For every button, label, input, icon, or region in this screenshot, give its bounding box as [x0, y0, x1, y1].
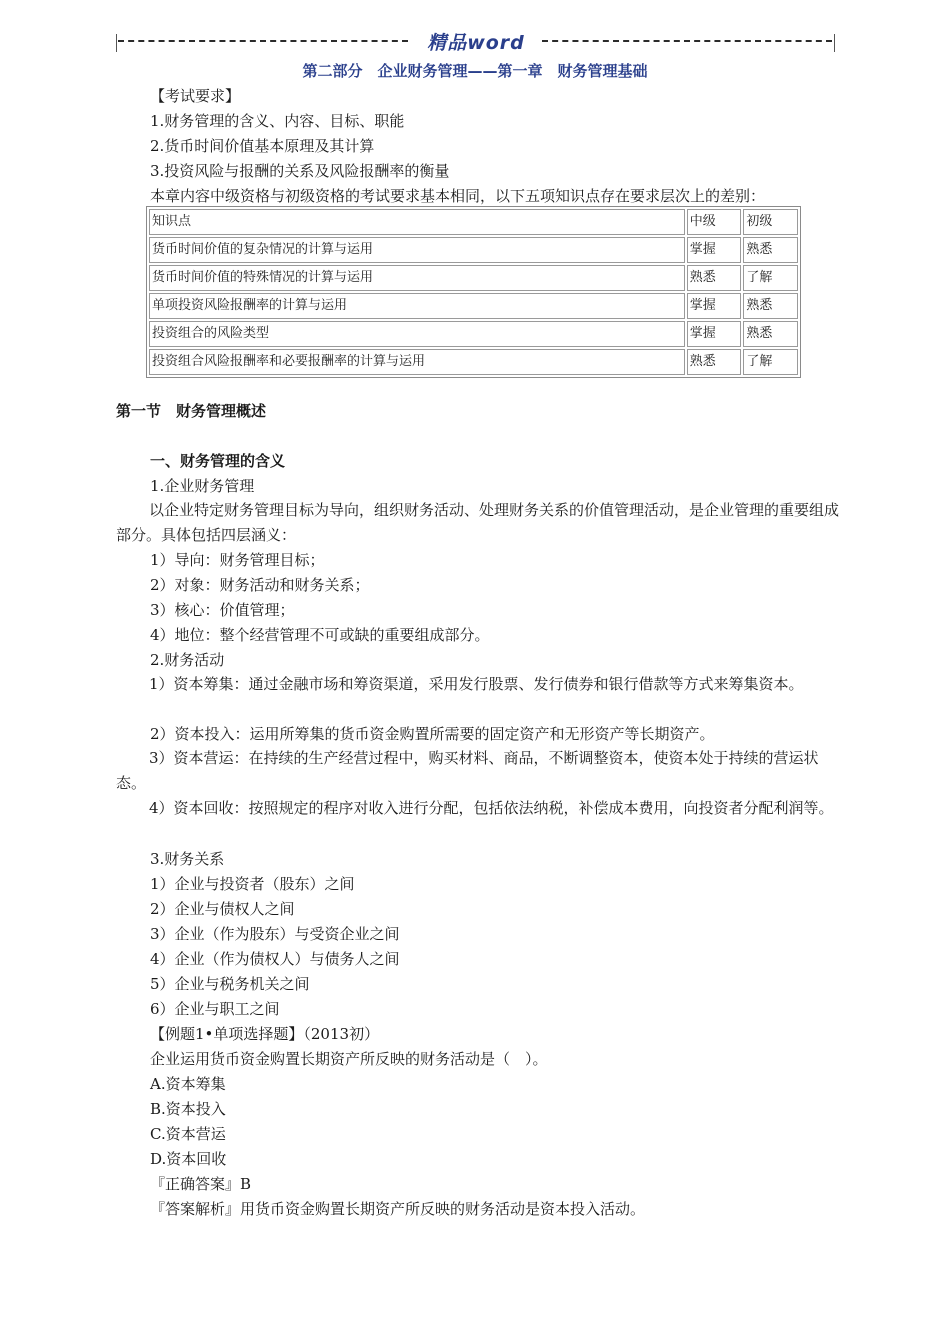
table-row [149, 237, 798, 263]
page-header [118, 28, 832, 52]
table-cell: 了解 [743, 265, 798, 291]
table-row [149, 349, 798, 375]
exam-requirements-note: 本章内容中级资格与初级资格的考试要求基本相同，以下五项知识点存在要求层次上的差别： [150, 187, 766, 205]
example-option: C.资本营运 [150, 1125, 226, 1143]
paragraph: 以企业特定财务管理目标为导向，组织财务活动、处理财务关系的价值管理活动，是企业管理的重要组成部分。具体包括四层涵义： [116, 501, 840, 544]
table-header-cell: 初级 [743, 209, 798, 235]
exam-requirement-item: 2.货币时间价值基本原理及其计算 [150, 137, 375, 155]
part-title: 2.财务活动 [150, 651, 225, 669]
table-cell: 熟悉 [743, 293, 798, 319]
table-cell: 熟悉 [687, 265, 742, 291]
list-item: 3）企业（作为股东）与受资企业之间 [150, 925, 400, 943]
example-analysis: 『答案解析』用货币资金购置长期资产所反映的财务活动是资本投入活动。 [150, 1200, 646, 1218]
list-item: 5）企业与税务机关之间 [150, 975, 310, 993]
part-title: 3.财务关系 [150, 850, 225, 868]
table-header-cell: 知识点 [149, 209, 685, 235]
example-heading: 【例题1•单项选择题】（2013初） [150, 1025, 380, 1043]
exam-requirement-item: 3.投资风险与报酬的关系及风险报酬率的衡量 [150, 162, 450, 180]
list-item: 1）导向：财务管理目标； [150, 551, 325, 569]
table-cell: 货币时间价值的特殊情况的计算与运用 [149, 265, 685, 291]
table-cell: 投资组合的风险类型 [149, 321, 685, 347]
part-title: 1.企业财务管理 [150, 477, 255, 495]
exam-requirement-item: 1.财务管理的含义、内容、目标、职能 [150, 112, 405, 130]
table-cell: 掌握 [687, 237, 742, 263]
list-item: 1）企业与投资者（股东）之间 [150, 875, 355, 893]
chapter-title: 第二部分 企业财务管理——第一章 财务管理基础 [302, 62, 648, 80]
table-row [149, 265, 798, 291]
table-cell: 熟悉 [743, 321, 798, 347]
list-item: 2）资本投入：运用所筹集的货币资金购置所需要的固定资产和无形资产等长期资产。 [150, 725, 715, 743]
example-answer: 『正确答案』B [150, 1175, 252, 1193]
example-option: A.资本筹集 [150, 1075, 226, 1093]
header-dashed-rule-right [542, 40, 832, 42]
list-item: 4）地位：整个经营管理不可或缺的重要组成部分。 [150, 626, 490, 644]
list-item: 2）企业与债权人之间 [150, 900, 295, 918]
table-header-cell: 中级 [687, 209, 742, 235]
example-option: D.资本回收 [150, 1150, 227, 1168]
table-row [149, 321, 798, 347]
paragraph: 3）资本营运：在持续的生产经营过程中，购买材料、商品，不断调整资本，使资本处于持续的营运状态。 [116, 749, 819, 792]
table-row [149, 293, 798, 319]
section-heading: 第一节 财务管理概述 [116, 402, 267, 420]
list-item: 4）企业（作为债权人）与债务人之间 [150, 950, 400, 968]
example-option: B.资本投入 [150, 1100, 226, 1118]
table-cell: 掌握 [687, 321, 742, 347]
example-question: 企业运用货币资金购置长期资产所反映的财务活动是（ ）。 [150, 1050, 548, 1068]
list-item: 2）对象：财务活动和财务关系； [150, 576, 370, 594]
exam-requirements-heading: 【考试要求】 [150, 87, 241, 105]
paragraph: 4）资本回收：按照规定的程序对收入进行分配，包括依法纳税，补偿成本费用，向投资者分配利润等。 [149, 799, 834, 817]
table-cell: 投资组合风险报酬率和必要报酬率的计算与运用 [149, 349, 685, 375]
table-cell: 掌握 [687, 293, 742, 319]
table-cell: 货币时间价值的复杂情况的计算与运用 [149, 237, 685, 263]
list-item: 6）企业与职工之间 [150, 1000, 280, 1018]
table-header-row [149, 209, 798, 235]
header-corner-mark-left [116, 34, 117, 52]
table-cell: 熟悉 [687, 349, 742, 375]
header-dashed-rule-left [118, 40, 408, 42]
paragraph: 1）资本筹集：通过金融市场和筹资渠道，采用发行股票、发行债券和银行借款等方式来筹集资本。 [149, 675, 804, 693]
header-corner-mark-right [834, 34, 835, 52]
table-cell: 熟悉 [743, 237, 798, 263]
header-logo: 精品word [427, 32, 525, 54]
list-item: 3）核心：价值管理； [150, 601, 295, 619]
knowledge-point-table [146, 206, 801, 378]
table-cell: 了解 [743, 349, 798, 375]
table-cell: 单项投资风险报酬率的计算与运用 [149, 293, 685, 319]
sub-heading: 一、财务管理的含义 [150, 452, 286, 470]
